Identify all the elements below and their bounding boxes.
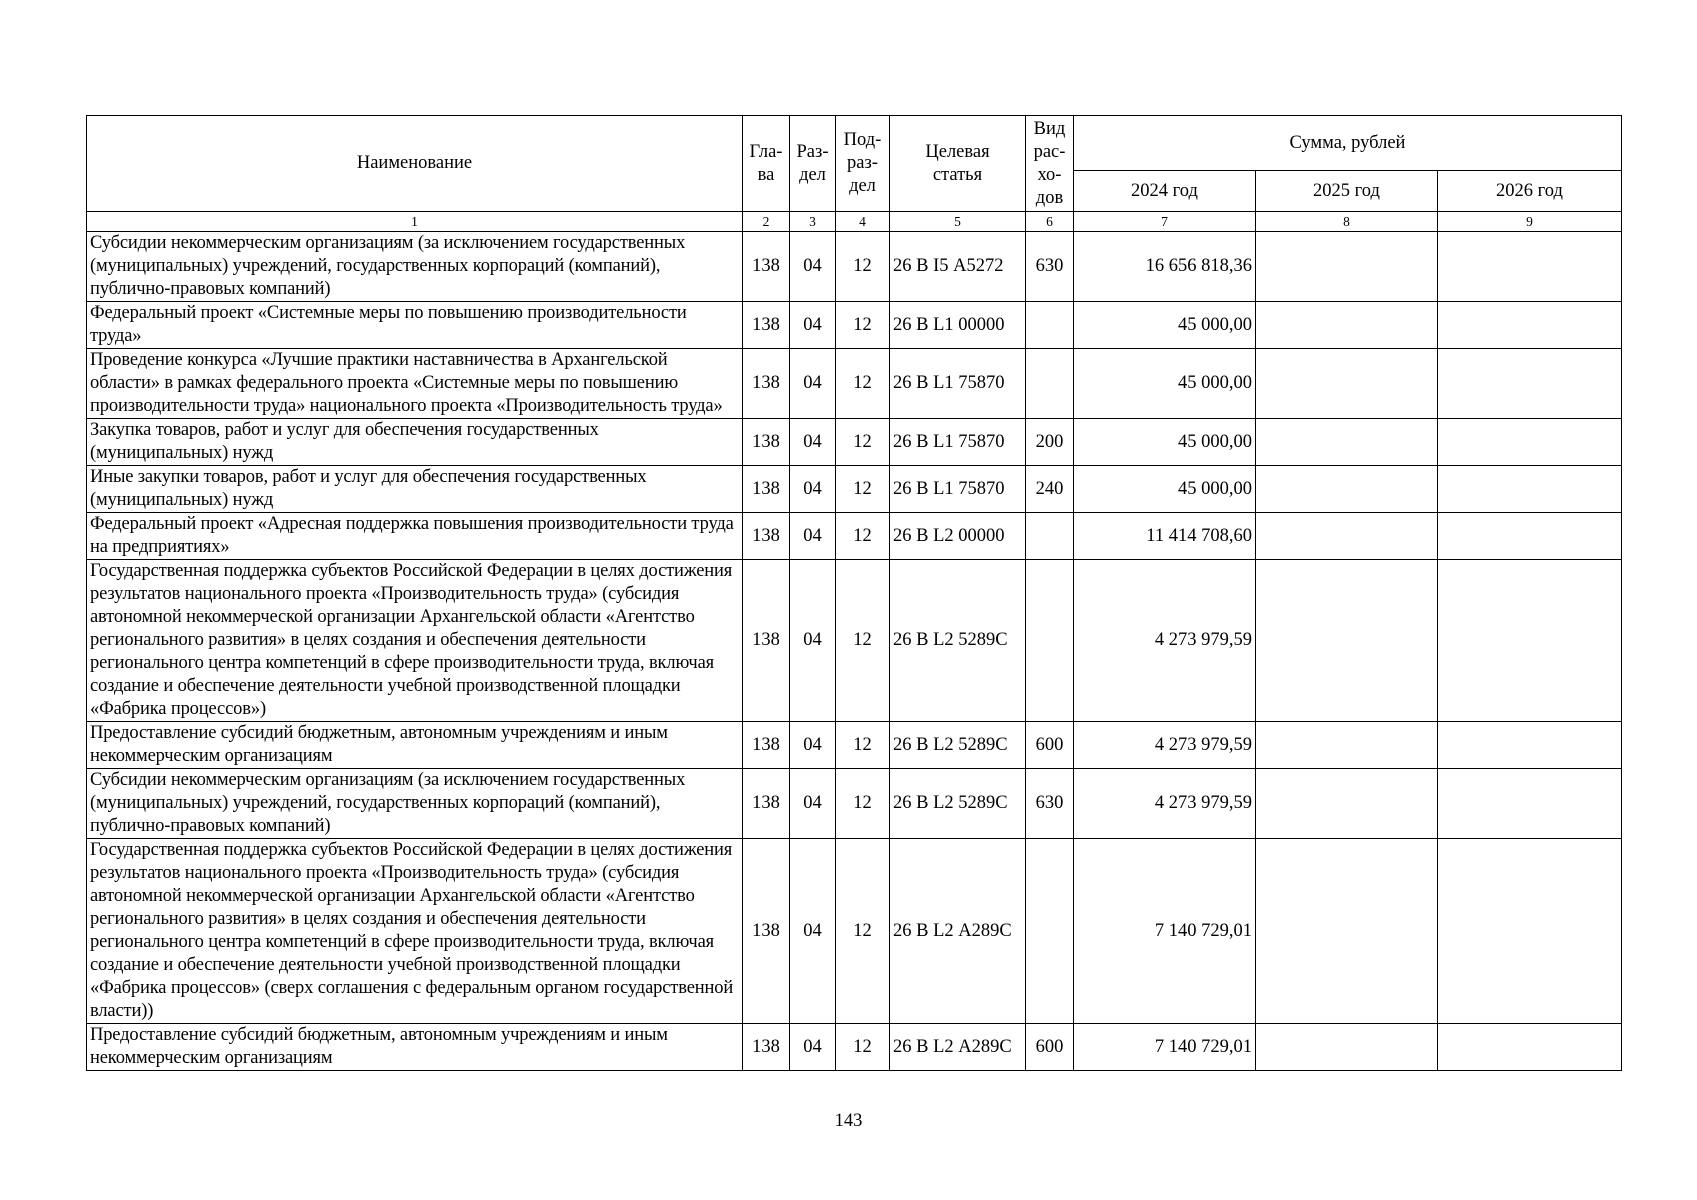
row-subsection: 12 <box>836 419 890 466</box>
table-row <box>87 513 1622 560</box>
row-section: 04 <box>790 513 836 560</box>
row-sum-2026 <box>1438 513 1622 560</box>
row-chapter: 138 <box>743 722 790 769</box>
column-number: 5 <box>890 212 1026 232</box>
row-sum-2024: 45 000,00 <box>1074 349 1256 419</box>
column-number: 3 <box>790 212 836 232</box>
table-row <box>87 349 1622 419</box>
table-row <box>87 1024 1622 1071</box>
row-name: Федеральный проект «Системные меры по повышению производительности труда» <box>87 302 743 349</box>
row-name: Государственная поддержка субъектов Российской Федерации в целях достижения результатов национального проекта «Производительность труда» (субсидия автономной некоммерческой организации Архангельской области «Агентство регионального развития» в целях создания и обеспечения деятельности регионального центра компетенций в сфере производительности труда, включая создание и обеспечение деятельности учебной производственной площадки «Фабрика процессов») <box>87 560 743 722</box>
row-expense-type: 600 <box>1026 1024 1074 1071</box>
row-sum-2024: 4 273 979,59 <box>1074 560 1256 722</box>
row-section: 04 <box>790 466 836 513</box>
row-target-item: 26 В L1 75870 <box>890 349 1026 419</box>
row-sum-2024: 4 273 979,59 <box>1074 722 1256 769</box>
row-expense-type <box>1026 560 1074 722</box>
row-sum-2024: 7 140 729,01 <box>1074 839 1256 1024</box>
row-sum-2024: 45 000,00 <box>1074 302 1256 349</box>
row-chapter: 138 <box>743 839 790 1024</box>
row-chapter: 138 <box>743 232 790 302</box>
header-year-2024: 2024 год <box>1074 171 1256 212</box>
row-sum-2025 <box>1256 349 1438 419</box>
row-sum-2025 <box>1256 839 1438 1024</box>
row-expense-type: 630 <box>1026 769 1074 839</box>
row-name: Предоставление субсидий бюджетным, автономным учреждениям и иным некоммерческим организациям <box>87 1024 743 1071</box>
row-sum-2026 <box>1438 839 1622 1024</box>
column-number: 2 <box>743 212 790 232</box>
row-sum-2026 <box>1438 419 1622 466</box>
row-target-item: 26 В I5 А5272 <box>890 232 1026 302</box>
row-subsection: 12 <box>836 466 890 513</box>
row-chapter: 138 <box>743 419 790 466</box>
row-subsection: 12 <box>836 349 890 419</box>
row-expense-type: 240 <box>1026 466 1074 513</box>
row-sum-2025 <box>1256 769 1438 839</box>
row-name: Иные закупки товаров, работ и услуг для обеспечения государственных (муниципальных) нужд <box>87 466 743 513</box>
row-subsection: 12 <box>836 722 890 769</box>
row-chapter: 138 <box>743 302 790 349</box>
row-target-item: 26 В L2 А289С <box>890 839 1026 1024</box>
header-target-item <box>890 116 1026 212</box>
row-name: Проведение конкурса «Лучшие практики наставничества в Архангельской области» в рамках федерального проекта «Системные меры по повышению производительности труда» национального проекта «Производительность труда» <box>87 349 743 419</box>
table-row <box>87 839 1622 1024</box>
table-row <box>87 722 1622 769</box>
row-sum-2024: 16 656 818,36 <box>1074 232 1256 302</box>
row-chapter: 138 <box>743 769 790 839</box>
row-sum-2026 <box>1438 466 1622 513</box>
column-number: 6 <box>1026 212 1074 232</box>
column-number: 8 <box>1256 212 1438 232</box>
row-target-item: 26 В L2 А289С <box>890 1024 1026 1071</box>
table-row <box>87 466 1622 513</box>
column-number: 4 <box>836 212 890 232</box>
row-chapter: 138 <box>743 560 790 722</box>
row-sum-2025 <box>1256 1024 1438 1071</box>
header-name: Наименование <box>87 116 743 212</box>
row-sum-2024: 7 140 729,01 <box>1074 1024 1256 1071</box>
header-chapter-text: Гла- ва <box>749 141 783 185</box>
row-sum-2026 <box>1438 302 1622 349</box>
header-section-text: Раз- дел <box>796 141 829 185</box>
row-target-item: 26 В L2 5289С <box>890 560 1026 722</box>
row-sum-2024: 45 000,00 <box>1074 419 1256 466</box>
row-chapter: 138 <box>743 466 790 513</box>
row-chapter: 138 <box>743 1024 790 1071</box>
row-name: Предоставление субсидий бюджетным, автономным учреждениям и иным некоммерческим организациям <box>87 722 743 769</box>
row-section: 04 <box>790 722 836 769</box>
header-year-2026: 2026 год <box>1438 171 1622 212</box>
row-name: Субсидии некоммерческим организациям (за исключением государственных (муниципальных) учреждений, государственных корпораций (компаний), публично-правовых компаний) <box>87 769 743 839</box>
row-target-item: 26 В L1 75870 <box>890 466 1026 513</box>
row-expense-type <box>1026 513 1074 560</box>
row-section: 04 <box>790 1024 836 1071</box>
row-expense-type: 630 <box>1026 232 1074 302</box>
row-section: 04 <box>790 839 836 1024</box>
row-name: Государственная поддержка субъектов Российской Федерации в целях достижения результатов национального проекта «Производительность труда» (субсидия автономной некоммерческой организации Архангельской области «Агентство регионального развития» в целях создания и обеспечения деятельности регионального центра компетенций в сфере производительности труда, включая создание и обеспечение деятельности учебной производственной площадки «Фабрика процессов» (сверх соглашения с федеральным органом государственной власти)) <box>87 839 743 1024</box>
column-number-row <box>87 212 1622 232</box>
table-body <box>87 212 1622 1071</box>
row-sum-2025 <box>1256 722 1438 769</box>
row-expense-type: 600 <box>1026 722 1074 769</box>
row-section: 04 <box>790 302 836 349</box>
table-row <box>87 232 1622 302</box>
row-subsection: 12 <box>836 560 890 722</box>
row-chapter: 138 <box>743 349 790 419</box>
header-expense-type-text: Вид рас- хо- дов <box>1033 118 1066 208</box>
row-name: Федеральный проект «Адресная поддержка повышения производительности труда на предприятиях» <box>87 513 743 560</box>
row-section: 04 <box>790 419 836 466</box>
row-sum-2026 <box>1438 349 1622 419</box>
column-number: 7 <box>1074 212 1256 232</box>
row-sum-2025 <box>1256 466 1438 513</box>
row-target-item: 26 В L1 00000 <box>890 302 1026 349</box>
row-section: 04 <box>790 769 836 839</box>
row-sum-2025 <box>1256 302 1438 349</box>
row-subsection: 12 <box>836 513 890 560</box>
row-section: 04 <box>790 560 836 722</box>
row-expense-type <box>1026 839 1074 1024</box>
header-section <box>790 116 836 212</box>
page-number: 143 <box>834 1111 863 1131</box>
header-sum: Сумма, рублей <box>1074 116 1622 171</box>
row-chapter: 138 <box>743 513 790 560</box>
row-subsection: 12 <box>836 769 890 839</box>
row-sum-2025 <box>1256 560 1438 722</box>
row-subsection: 12 <box>836 1024 890 1071</box>
header-year-2025: 2025 год <box>1256 171 1438 212</box>
row-sum-2026 <box>1438 232 1622 302</box>
row-sum-2025 <box>1256 419 1438 466</box>
budget-table <box>86 115 1622 1071</box>
row-target-item: 26 В L1 75870 <box>890 419 1026 466</box>
table-row <box>87 302 1622 349</box>
row-target-item: 26 В L2 00000 <box>890 513 1026 560</box>
header-subsection <box>836 116 890 212</box>
row-name: Субсидии некоммерческим организациям (за исключением государственных (муниципальных) учреждений, государственных корпораций (компаний), публично-правовых компаний) <box>87 232 743 302</box>
header-expense-type <box>1026 116 1074 212</box>
table-header <box>87 116 1622 212</box>
row-sum-2026 <box>1438 1024 1622 1071</box>
row-target-item: 26 В L2 5289С <box>890 722 1026 769</box>
row-expense-type: 200 <box>1026 419 1074 466</box>
row-section: 04 <box>790 232 836 302</box>
row-expense-type <box>1026 302 1074 349</box>
header-subsection-text: Под- раз- дел <box>843 130 882 196</box>
row-section: 04 <box>790 349 836 419</box>
row-sum-2026 <box>1438 769 1622 839</box>
row-expense-type <box>1026 349 1074 419</box>
row-target-item: 26 В L2 5289С <box>890 769 1026 839</box>
row-sum-2026 <box>1438 722 1622 769</box>
row-subsection: 12 <box>836 302 890 349</box>
column-number: 9 <box>1438 212 1622 232</box>
header-chapter <box>743 116 790 212</box>
table-row <box>87 419 1622 466</box>
row-sum-2024: 4 273 979,59 <box>1074 769 1256 839</box>
row-sum-2026 <box>1438 560 1622 722</box>
row-name: Закупка товаров, работ и услуг для обеспечения государственных (муниципальных) нужд <box>87 419 743 466</box>
row-subsection: 12 <box>836 839 890 1024</box>
row-sum-2024: 45 000,00 <box>1074 466 1256 513</box>
row-subsection: 12 <box>836 232 890 302</box>
row-sum-2024: 11 414 708,60 <box>1074 513 1256 560</box>
column-number: 1 <box>87 212 743 232</box>
row-sum-2025 <box>1256 513 1438 560</box>
table-row <box>87 560 1622 722</box>
row-sum-2025 <box>1256 232 1438 302</box>
header-target-item-text: Целевая статья <box>925 141 990 185</box>
table-row <box>87 769 1622 839</box>
